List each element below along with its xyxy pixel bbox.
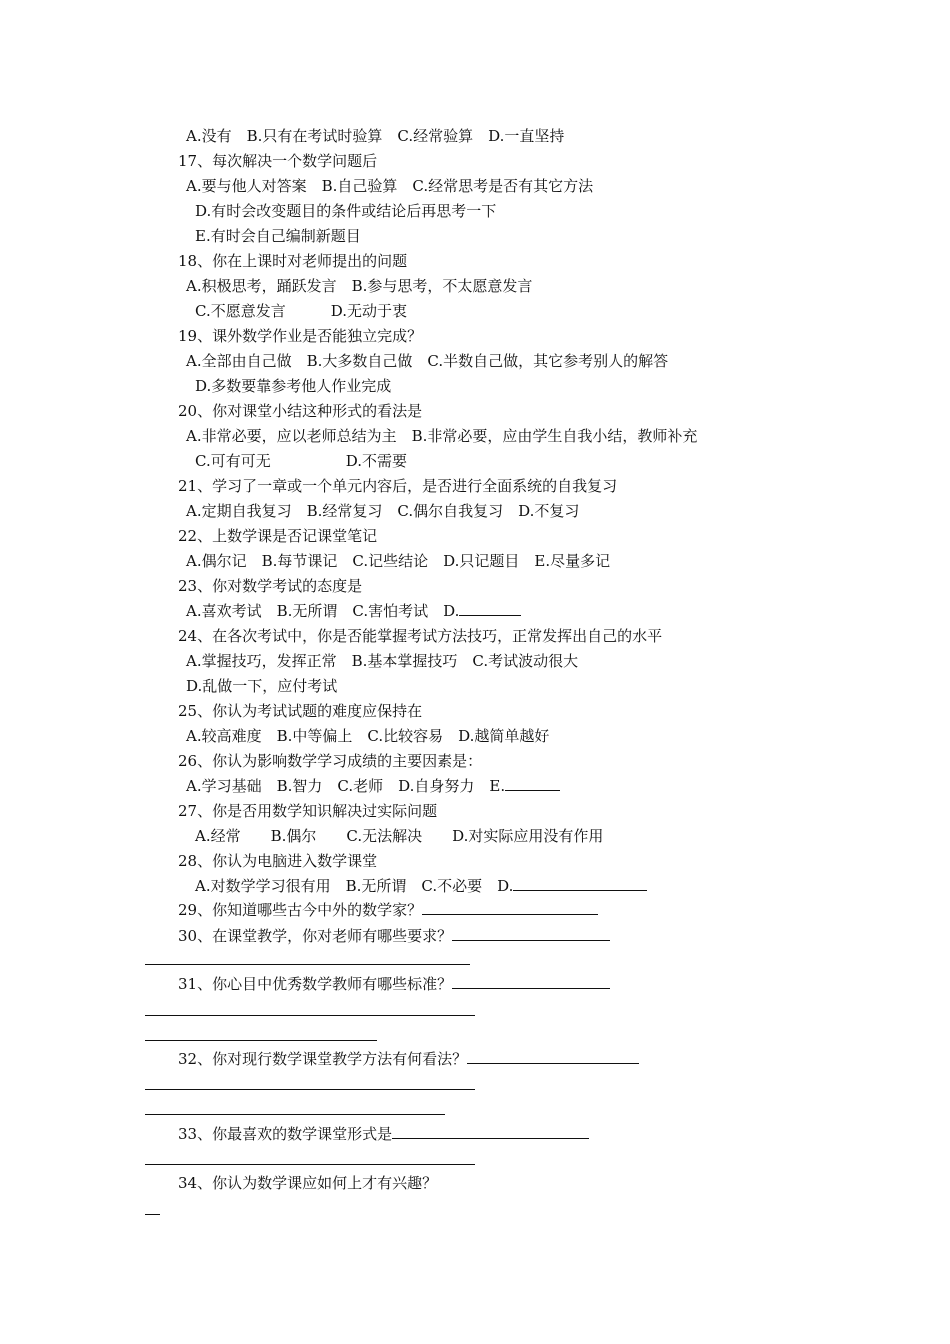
question-24: 24、在各次考试中，你是否能掌握考试方法技巧，正常发挥出自己的水平	[178, 627, 663, 645]
q30-blank[interactable]	[452, 926, 610, 941]
question-22: 22、上数学课是否记课堂笔记	[178, 527, 378, 545]
question-30	[178, 926, 610, 946]
q18-options-line2: C.不愿意发言 D.无动于衷	[195, 302, 407, 320]
q17-option-d: D.有时会改变题目的条件或结论后再思考一下	[195, 202, 497, 220]
question-33	[178, 1124, 589, 1144]
q33-answer-line[interactable]	[145, 1164, 475, 1165]
question-23: 23、你对数学考试的态度是	[178, 577, 363, 595]
q29-blank[interactable]	[422, 900, 598, 915]
q26-options-text: A.学习基础 B.智力 C.老师 D.自身努力 E.	[186, 777, 506, 795]
q24-option-d: D.乱做一下，应付考试	[186, 677, 338, 695]
q31-answer-line-1[interactable]	[145, 1015, 475, 1016]
question-19: 19、课外数学作业是否能独立完成？	[178, 327, 423, 345]
q19-option-d: D.多数要靠参考他人作业完成	[195, 377, 392, 395]
q31-text: 31、你心目中优秀数学教师有哪些标准？	[178, 975, 453, 993]
q29-text: 29、你知道哪些古今中外的数学家？	[178, 901, 423, 919]
q18-options-line1: A.积极思考，踊跃发言 B.参与思考，不太愿意发言	[186, 277, 533, 295]
question-34: 34、你认为数学课应如何上才有兴趣？	[178, 1174, 438, 1192]
q27-options: A.经常 B.偶尔 C.无法解决 D.对实际应用没有作用	[195, 827, 604, 845]
q34-answer-line[interactable]	[145, 1214, 160, 1215]
q30-answer-line[interactable]	[145, 964, 470, 965]
q26-blank[interactable]	[505, 776, 560, 791]
q31-answer-line-2[interactable]	[145, 1040, 377, 1041]
question-18: 18、你在上课时对老师提出的问题	[178, 252, 408, 270]
q28-blank[interactable]	[513, 876, 647, 891]
q20-options-line2: C.可有可无 D.不需要	[195, 452, 407, 470]
question-28: 28、你认为电脑进入数学课堂	[178, 852, 378, 870]
question-31	[178, 974, 610, 994]
q32-answer-line-1[interactable]	[145, 1089, 475, 1090]
question-26: 26、你认为影响数学学习成绩的主要因素是：	[178, 752, 483, 770]
q32-text: 32、你对现行数学课堂教学方法有何看法？	[178, 1050, 468, 1068]
q26-options	[186, 776, 560, 796]
question-21: 21、学习了一章或一个单元内容后，是否进行全面系统的自我复习	[178, 477, 618, 495]
q23-options-text: A.喜欢考试 B.无所谓 C.害怕考试 D.	[186, 602, 460, 620]
q33-blank[interactable]	[392, 1124, 589, 1139]
question-27: 27、你是否用数学知识解决过实际问题	[178, 802, 438, 820]
q23-blank[interactable]	[459, 601, 521, 616]
q16-options: A.没有 B.只有在考试时验算 C.经常验算 D.一直坚持	[186, 127, 565, 145]
q32-blank[interactable]	[467, 1049, 639, 1064]
q24-options-line1: A.掌握技巧，发挥正常 B.基本掌握技巧 C.考试波动很大	[186, 652, 579, 670]
q17-options-line1: A.要与他人对答案 B.自己验算 C.经常思考是否有其它方法	[186, 177, 594, 195]
q32-answer-line-2[interactable]	[145, 1114, 445, 1115]
q28-options	[195, 876, 647, 896]
q28-options-text: A.对数学学习很有用 B.无所谓 C.不必要 D.	[195, 877, 514, 895]
question-17: 17、每次解决一个数学问题后	[178, 152, 378, 170]
q19-options-line1: A.全部由自己做 B.大多数自己做 C.半数自己做，其它参考别人的解答	[186, 352, 669, 370]
q23-options	[186, 601, 521, 621]
question-32	[178, 1049, 639, 1069]
q33-text: 33、你最喜欢的数学课堂形式是	[178, 1125, 393, 1143]
q25-options: A.较高难度 B.中等偏上 C.比较容易 D.越简单越好	[186, 727, 550, 745]
q31-blank[interactable]	[452, 974, 610, 989]
q30-text: 30、在课堂教学，你对老师有哪些要求？	[178, 927, 453, 945]
q22-options: A.偶尔记 B.每节课记 C.记些结论 D.只记题目 E.尽量多记	[186, 552, 611, 570]
q21-options: A.定期自我复习 B.经常复习 C.偶尔自我复习 D.不复习	[186, 502, 580, 520]
question-29	[178, 900, 598, 920]
question-25: 25、你认为考试试题的难度应保持在	[178, 702, 423, 720]
q17-option-e: E.有时会自己编制新题目	[195, 227, 361, 245]
question-20: 20、你对课堂小结这种形式的看法是	[178, 402, 423, 420]
q20-options-line1: A.非常必要，应以老师总结为主 B.非常必要，应由学生自我小结，教师补充	[186, 427, 698, 445]
